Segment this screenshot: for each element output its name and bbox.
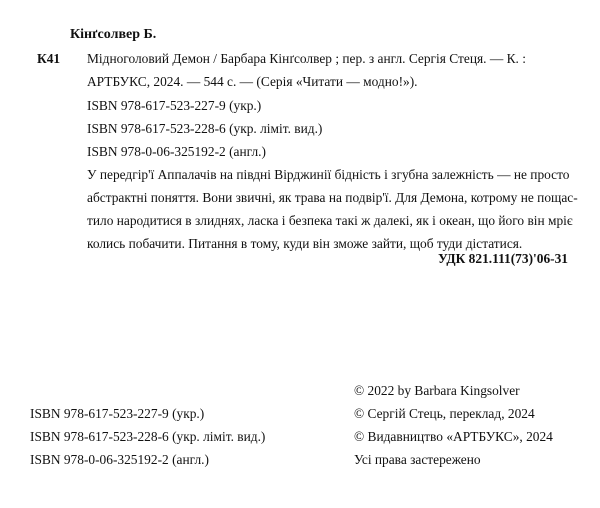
copyright-publisher: © Видавництво «АРТБУКС», 2024 [354,429,553,444]
isbn-line-2: ISBN 978-617-523-228-6 (укр. ліміт. вид.) [30,429,266,444]
annotation-line-1: У передгір'ї Аппалачів на півдні Вірджинії бідність і згубна залежність — не просто [87,167,570,182]
udk-code: УДК 821.111(73)'06-31 [437,251,568,266]
catalog-line-isbn-3: ISBN 978-0-06-325192-2 (англ.) [87,144,266,159]
annotation-line-4: колись побачити. Питання в тому, куди він зможе зайти, щоб туди дістатися. [87,236,523,251]
copyright-author: © 2022 by Barbara Kingsolver [354,383,520,398]
catalog-line-publisher: АРТБУКС, 2024. — 544 с. — (Серія «Читати — модно!»). [87,74,418,89]
rights-reserved: Усі права застережено [354,452,481,467]
catalog-line-title: Мідноголовий Демон / Барбара Кінґсолвер ; пер. з англ. Сергія Стеця. — К. : [87,51,526,66]
author-heading: Кінґсолвер Б. [70,27,157,42]
isbn-line-3: ISBN 978-0-06-325192-2 (англ.) [30,452,209,467]
annotation-line-3: тило народитися в злиднях, ласка і безпека такі ж далекі, як і океан, що його він мріє [87,213,573,228]
catalog-line-isbn-1: ISBN 978-617-523-227-9 (укр.) [87,98,262,113]
isbn-line-1: ISBN 978-617-523-227-9 (укр.) [30,406,205,421]
catalog-code: К41 [37,51,61,66]
copyright-translation: © Сергій Стець, переклад, 2024 [354,406,535,421]
annotation-line-2: абстрактні поняття. Вони звичні, як трава на подвір'ї. Для Демона, котрому не пощас- [87,190,578,205]
catalog-line-isbn-2: ISBN 978-617-523-228-6 (укр. ліміт. вид.) [87,121,323,136]
